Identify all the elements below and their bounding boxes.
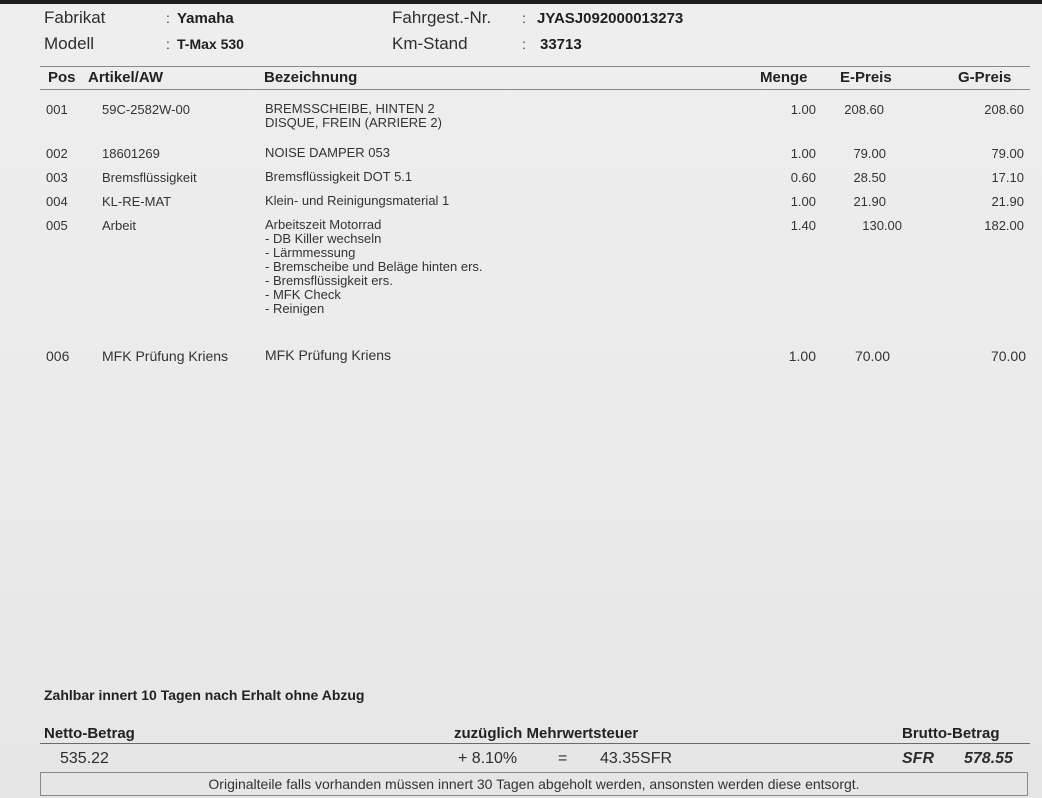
row-pos: 005 [46, 218, 68, 233]
row-pos: 004 [46, 194, 68, 209]
row-bezeichnung [265, 194, 449, 208]
row-bezeichnung [265, 170, 412, 184]
mwst-amount: 43.35SFR [600, 750, 673, 767]
row-gpreis: 17.10 [991, 170, 1024, 185]
modell-label: Modell [44, 34, 95, 53]
row-menge: 1.00 [790, 102, 816, 117]
row-pos: 001 [46, 102, 68, 117]
row-bezeichnung-line: - Lärmmessung [265, 245, 356, 260]
row-menge: 1.40 [790, 218, 816, 233]
col-gpreis: G-Preis [958, 69, 1012, 86]
row-artikel: 59C-2582W-00 [102, 102, 190, 117]
mwst-label: zuzüglich Mehrwertsteuer [454, 725, 639, 742]
row-epreis: 21.90 [853, 194, 886, 209]
row-pos: 006 [46, 348, 70, 364]
table-row [0, 348, 1042, 366]
row-menge: 1.00 [788, 348, 816, 364]
table-row [0, 102, 1042, 134]
row-gpreis: 182.00 [984, 218, 1024, 233]
row-menge: 0.60 [790, 170, 816, 185]
row-pos: 003 [46, 170, 68, 185]
row-bezeichnung-line: - Reinigen [265, 301, 325, 316]
row-bezeichnung-line: Arbeitszeit Motorrad [265, 217, 382, 232]
row-bezeichnung-line: MFK Prüfung Kriens [265, 347, 392, 363]
row-bezeichnung [265, 146, 390, 160]
km-label: Km-Stand [392, 34, 468, 53]
payment-terms: Zahlbar innert 10 Tagen nach Erhalt ohne Abzug [44, 687, 365, 703]
netto-value: 535.22 [60, 750, 109, 767]
col-pos: Pos [48, 69, 76, 86]
brutto-label: Brutto-Betrag [902, 725, 1000, 742]
row-bezeichnung [265, 348, 391, 362]
row-menge: 1.00 [790, 194, 816, 209]
row-epreis: 28.50 [853, 170, 886, 185]
row-bezeichnung [265, 218, 483, 316]
fabrikat-value: Yamaha [177, 10, 234, 27]
top-rule [0, 0, 1042, 4]
row-bezeichnung-line: - MFK Check [265, 287, 341, 302]
row-epreis: 79.00 [853, 146, 886, 161]
fabrikat-colon: : [166, 10, 170, 26]
col-bezeichnung: Bezeichnung [264, 69, 358, 86]
mwst-rate: + 8.10% [458, 750, 518, 767]
row-bezeichnung-line: DISQUE, FREIN (ARRIERE 2) [265, 115, 442, 130]
disposal-note: Originalteile falls vorhanden müssen innert 30 Tagen abgeholt werden, ansonsten werden diese entsorgt. [40, 772, 1028, 796]
row-gpreis: 208.60 [984, 102, 1024, 117]
km-colon: : [522, 36, 526, 52]
row-artikel: KL-RE-MAT [102, 194, 172, 209]
row-artikel: 18601269 [102, 146, 160, 161]
col-artikel: Artikel/AW [88, 69, 164, 86]
mwst-equals: = [558, 750, 568, 767]
row-gpreis: 79.00 [991, 146, 1024, 161]
table-row [0, 170, 1042, 186]
row-artikel: Arbeit [102, 218, 136, 233]
row-artikel: Bremsflüssigkeit [102, 170, 197, 185]
row-pos: 002 [46, 146, 68, 161]
row-bezeichnung-line: BREMSSCHEIBE, HINTEN 2 [265, 101, 435, 116]
row-gpreis: 70.00 [990, 348, 1026, 364]
fahrgest-value: JYASJ092000013273 [537, 10, 684, 27]
row-epreis: 208.60 [844, 102, 884, 117]
row-epreis: 130.00 [862, 218, 902, 233]
netto-label: Netto-Betrag [44, 725, 135, 742]
col-epreis: E-Preis [840, 69, 892, 86]
modell-value: T-Max 530 [177, 36, 244, 52]
fahrgest-label: Fahrgest.-Nr. [392, 8, 492, 27]
row-bezeichnung-line: NOISE DAMPER 053 [265, 145, 390, 160]
brutto-currency: SFR [902, 750, 934, 767]
modell-colon: : [166, 36, 170, 52]
row-bezeichnung [265, 102, 442, 130]
row-bezeichnung-line: - DB Killer wechseln [265, 231, 382, 246]
fahrgest-colon: : [522, 10, 526, 26]
brutto-value: 578.55 [964, 750, 1013, 767]
row-bezeichnung-line: - Bremsflüssigkeit ers. [265, 273, 393, 288]
row-artikel: MFK Prüfung Kriens [102, 348, 229, 364]
row-bezeichnung-line: Bremsflüssigkeit DOT 5.1 [265, 169, 413, 184]
km-value: 33713 [540, 36, 582, 53]
row-menge: 1.00 [790, 146, 816, 161]
table-row [0, 194, 1042, 210]
row-bezeichnung-line: Klein- und Reinigungsmaterial 1 [265, 193, 450, 208]
col-menge: Menge [760, 69, 808, 86]
table-row [0, 146, 1042, 162]
table-row [0, 218, 1042, 344]
fabrikat-label: Fabrikat [44, 8, 106, 27]
row-bezeichnung-line: - Bremscheibe und Beläge hinten ers. [265, 259, 483, 274]
row-epreis: 70.00 [854, 348, 890, 364]
table-header [40, 66, 1030, 90]
row-gpreis: 21.90 [991, 194, 1024, 209]
summary-rule [40, 743, 1030, 744]
